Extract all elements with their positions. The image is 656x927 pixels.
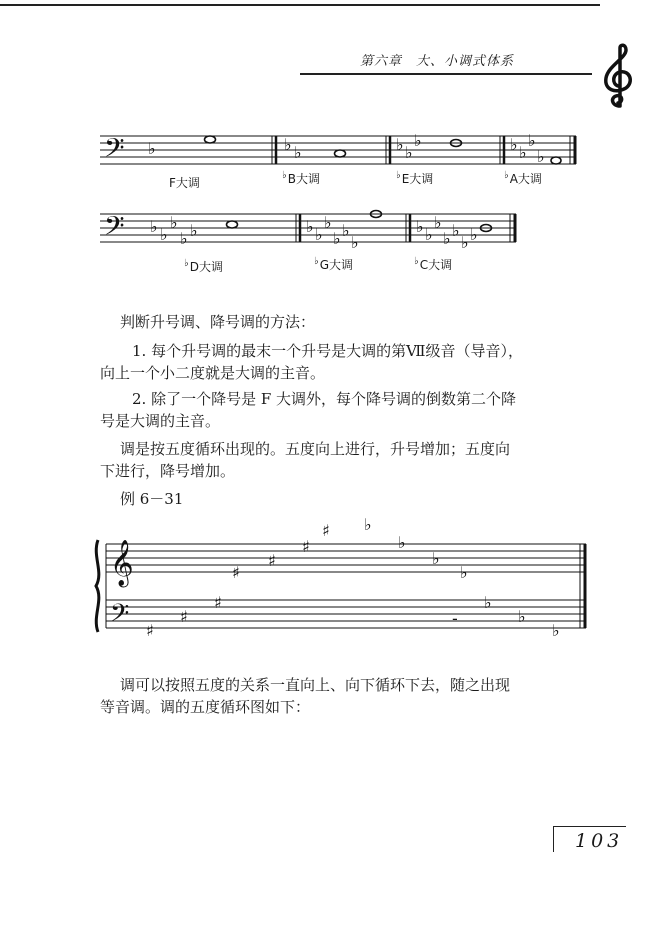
svg-text:♭: ♭ [333, 229, 341, 248]
closing-line2: 等音调。调的五度循环图如下： [100, 698, 311, 716]
svg-text:♭: ♭ [510, 135, 518, 154]
cycle-line2: 下进行，降号增加。 [100, 462, 236, 480]
chapter-title: 第六章 大、小调式体系 [360, 54, 515, 69]
svg-text:♯: ♯ [322, 521, 330, 540]
svg-text:♭: ♭ [484, 593, 492, 612]
header-rule [300, 73, 592, 75]
svg-text:♭: ♭ [150, 217, 158, 236]
svg-text:♭: ♭ [519, 143, 527, 162]
svg-text:♭: ♭ [180, 229, 188, 248]
key-label-d-flat: ♭D大调 [184, 258, 223, 274]
key-signature-staff-row1 [100, 128, 580, 168]
svg-text:♭: ♭ [398, 533, 406, 552]
svg-text:♭: ♭ [364, 516, 372, 534]
header-top-rule [0, 4, 600, 6]
closing-line1: 调可以按照五度的关系一直向上、向下循环下去，随之出现 [120, 676, 511, 694]
svg-text:♯: ♯ [180, 607, 188, 626]
key-label-c-flat: ♭C大调 [414, 256, 453, 272]
svg-text:♭: ♭ [342, 221, 350, 240]
svg-text:-: - [452, 609, 458, 628]
svg-text:♭: ♭ [461, 233, 469, 250]
svg-text:♭: ♭ [294, 143, 302, 162]
svg-text:♭: ♭ [324, 213, 332, 232]
svg-text:♭: ♭ [351, 233, 359, 250]
cycle-line1: 调是按五度循环出现的。五度向上进行，升号增加；五度向 [120, 440, 511, 458]
svg-text:𝄢: 𝄢 [104, 210, 125, 248]
svg-text:♭: ♭ [518, 607, 526, 626]
svg-text:♭: ♭ [414, 131, 422, 150]
svg-text:𝄢: 𝄢 [110, 599, 130, 634]
svg-text:𝄞: 𝄞 [110, 540, 134, 586]
svg-text:♭: ♭ [190, 221, 198, 240]
svg-text:♭: ♭ [470, 225, 478, 244]
example-label: 例 6－31 [120, 490, 184, 508]
svg-text:♭: ♭ [528, 131, 536, 150]
svg-text:♭: ♭ [552, 621, 560, 640]
svg-text:♯: ♯ [146, 621, 154, 640]
svg-text:♭: ♭ [416, 217, 424, 236]
svg-text:♭: ♭ [160, 225, 168, 244]
svg-text:♯: ♯ [232, 563, 240, 582]
svg-text:♯: ♯ [268, 551, 276, 570]
svg-text:♭: ♭ [460, 563, 468, 582]
page-number: 103 [575, 830, 624, 852]
svg-text:♭: ♭ [443, 229, 451, 248]
svg-text:♭: ♭ [434, 213, 442, 232]
svg-text:♭: ♭ [284, 135, 292, 154]
svg-text:♭: ♭ [315, 225, 323, 244]
svg-text:♭: ♭ [432, 549, 440, 568]
method-title: 判断升号调、降号调的方法： [120, 313, 316, 331]
svg-text:♯: ♯ [302, 537, 310, 556]
svg-text:♭: ♭ [306, 217, 314, 236]
svg-text:♭: ♭ [425, 225, 433, 244]
key-label-g-flat: ♭G大调 [314, 256, 354, 272]
svg-text:♯: ♯ [214, 593, 222, 612]
svg-text:♭: ♭ [396, 135, 404, 154]
key-label-b-flat: ♭B大调 [282, 170, 320, 186]
key-signature-staff-row2 [100, 206, 520, 250]
svg-text:♭: ♭ [405, 143, 413, 162]
rule2-line2: 号是大调的主音。 [100, 412, 221, 430]
svg-text:♭: ♭ [148, 139, 156, 158]
key-label-f: F大调 [169, 176, 200, 190]
key-label-e-flat: ♭E大调 [396, 170, 434, 186]
treble-clef-icon [598, 42, 642, 112]
svg-text:𝄢: 𝄢 [104, 132, 125, 168]
key-label-a-flat: ♭A大调 [504, 170, 542, 186]
rule1-line2: 向上一个小二度就是大调的主音。 [100, 364, 326, 382]
svg-text:♭: ♭ [537, 147, 545, 166]
grand-staff-example [92, 516, 592, 648]
svg-text:♭: ♭ [452, 221, 460, 240]
svg-text:♭: ♭ [170, 213, 178, 232]
rule1-line1: 1. 每个升号调的最末一个升号是大调的第Ⅶ级音（导音）， [132, 342, 523, 360]
rule2-line1: 2. 除了一个降号是 F 大调外，每个降号调的倒数第二个降 [132, 390, 517, 408]
